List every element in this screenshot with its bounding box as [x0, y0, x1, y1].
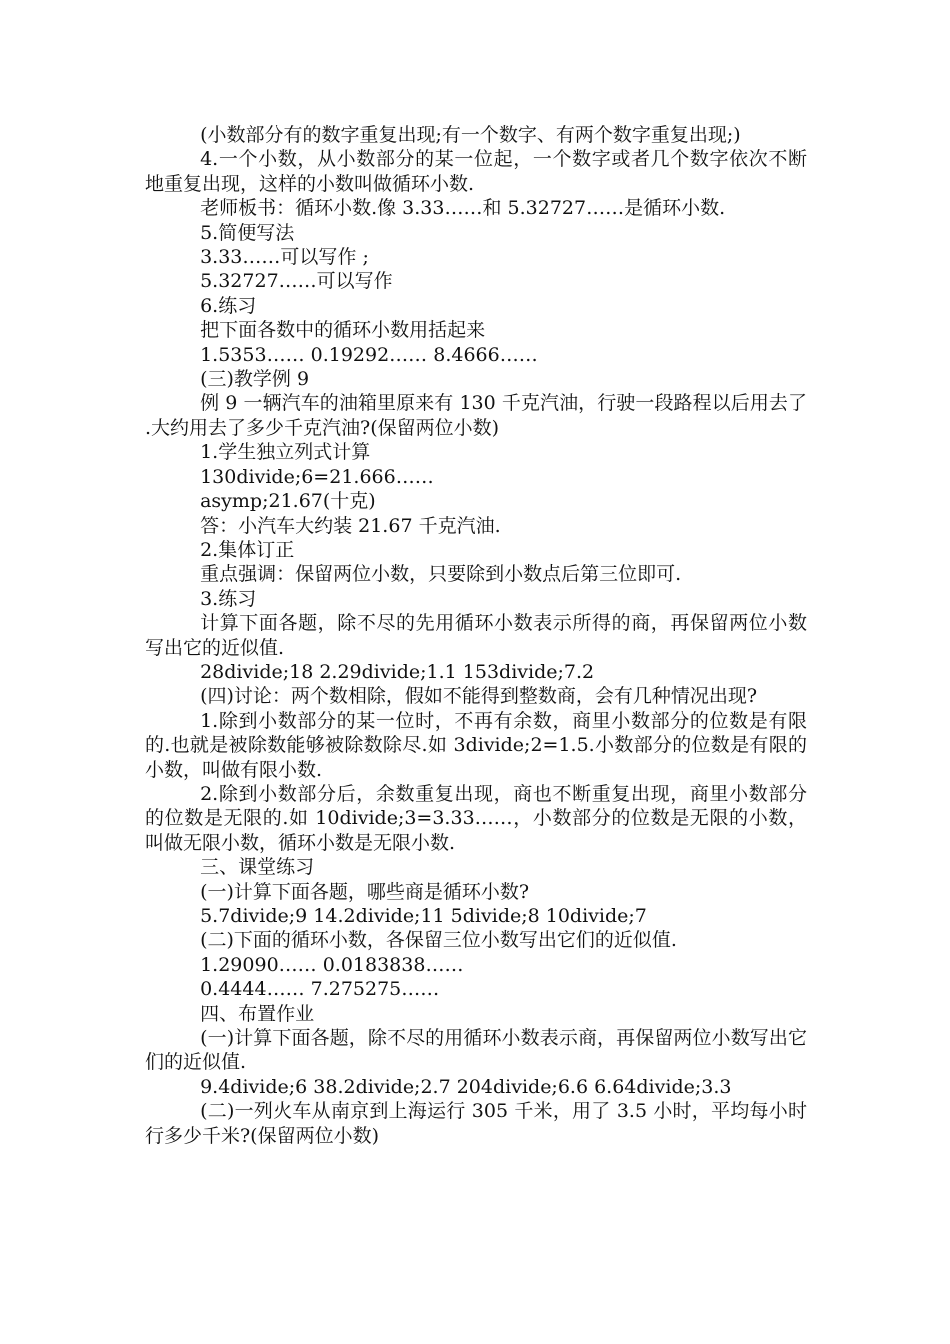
paragraph-4: 5.简便写法	[200, 221, 295, 244]
paragraph-6: 5.32727……可以写作	[200, 270, 393, 293]
paragraph-1: (小数部分有的数字重复出现;有一个数字、有两个数字重复出现;)	[200, 124, 741, 146]
paragraph-31: (一)计算下面各题，除不尽的用循环小数表示商，再保留两位小数写出它们的近似值.	[145, 1027, 807, 1074]
paragraph-33: (二)一列火车从南京到上海运行 305 千米，用了 3.5 小时，平均每小时行多少千米?(保留两位小数)	[145, 1100, 807, 1147]
paragraph-2: 4.一个小数，从小数部分的某一位起，一个数字或者几个数字依次不断地重复出现，这样的小数叫做循环小数.	[145, 148, 807, 195]
paragraph-15: 答：小汽车大约装 21.67 千克汽油.	[200, 514, 501, 537]
paragraph-29: 0.4444…… 7.275275……	[200, 978, 440, 1001]
paragraph-20: 28divide;18 2.29divide;1.1 153divide;7.2	[200, 660, 595, 683]
paragraph-14: asymp;21.67(十克)	[200, 490, 376, 513]
paragraph-21: (四)讨论：两个数相除，假如不能得到整数商，会有几种情况出现?	[200, 685, 758, 708]
paragraph-10: (三)教学例 9	[200, 368, 310, 391]
paragraph-9: 1.5353…… 0.19292…… 8.4666……	[200, 343, 538, 366]
paragraph-17: 重点强调：保留两位小数，只要除到小数点后第三位即可.	[200, 563, 682, 586]
paragraph-12: 1.学生独立列式计算	[200, 441, 371, 464]
paragraph-16: 2.集体订正	[200, 538, 295, 561]
paragraph-5: 3.33……可以写作 ;	[200, 246, 369, 269]
paragraph-13: 130divide;6=21.666……	[200, 465, 434, 488]
paragraph-28: 1.29090…… 0.0183838……	[200, 953, 464, 976]
paragraph-7: 6.练习	[200, 294, 257, 317]
document-body	[145, 123, 807, 1148]
paragraph-23: 2.除到小数部分后，余数重复出现，商也不断重复出现，商里小数部分的位数是无限的.如 10divide;3=3.33……，小数部分的位数是无限的小数，叫做无限小数，循环小数是无限小数.	[145, 782, 807, 854]
paragraph-26: 5.7divide;9 14.2divide;11 5divide;8 10divide;7	[200, 905, 647, 927]
paragraph-19: 计算下面各题，除不尽的先用循环小数表示所得的商，再保留两位小数写出它的近似值.	[145, 612, 807, 659]
paragraph-11: 例 9 一辆汽车的油箱里原来有 130 千克汽油，行驶一段路程以后用去了 .大约用去了多少千克汽油?(保留两位小数)	[145, 392, 807, 439]
paragraph-18: 3.练习	[200, 587, 257, 610]
paragraph-24: 三、课堂练习	[200, 856, 315, 879]
paragraph-30: 四、布置作业	[200, 1002, 315, 1025]
paragraph-8: 把下面各数中的循环小数用括起来	[200, 319, 486, 342]
paragraph-25: (一)计算下面各题，哪些商是循环小数?	[200, 880, 530, 903]
paragraph-22: 1.除到小数部分的某一位时，不再有余数，商里小数部分的位数是有限的.也就是被除数能够被除数除尽.如 3divide;2=1.5.小数部分的位数是有限的小数，叫做有限小数.	[145, 709, 807, 781]
paragraph-32: 9.4divide;6 38.2divide;2.7 204divide;6.6 6.64divide;3.3	[200, 1075, 732, 1098]
paragraph-27: (二)下面的循环小数，各保留三位小数写出它们的近似值.	[200, 929, 677, 952]
paragraph-3: 老师板书：循环小数.像 3.33……和 5.32727……是循环小数.	[200, 197, 726, 220]
